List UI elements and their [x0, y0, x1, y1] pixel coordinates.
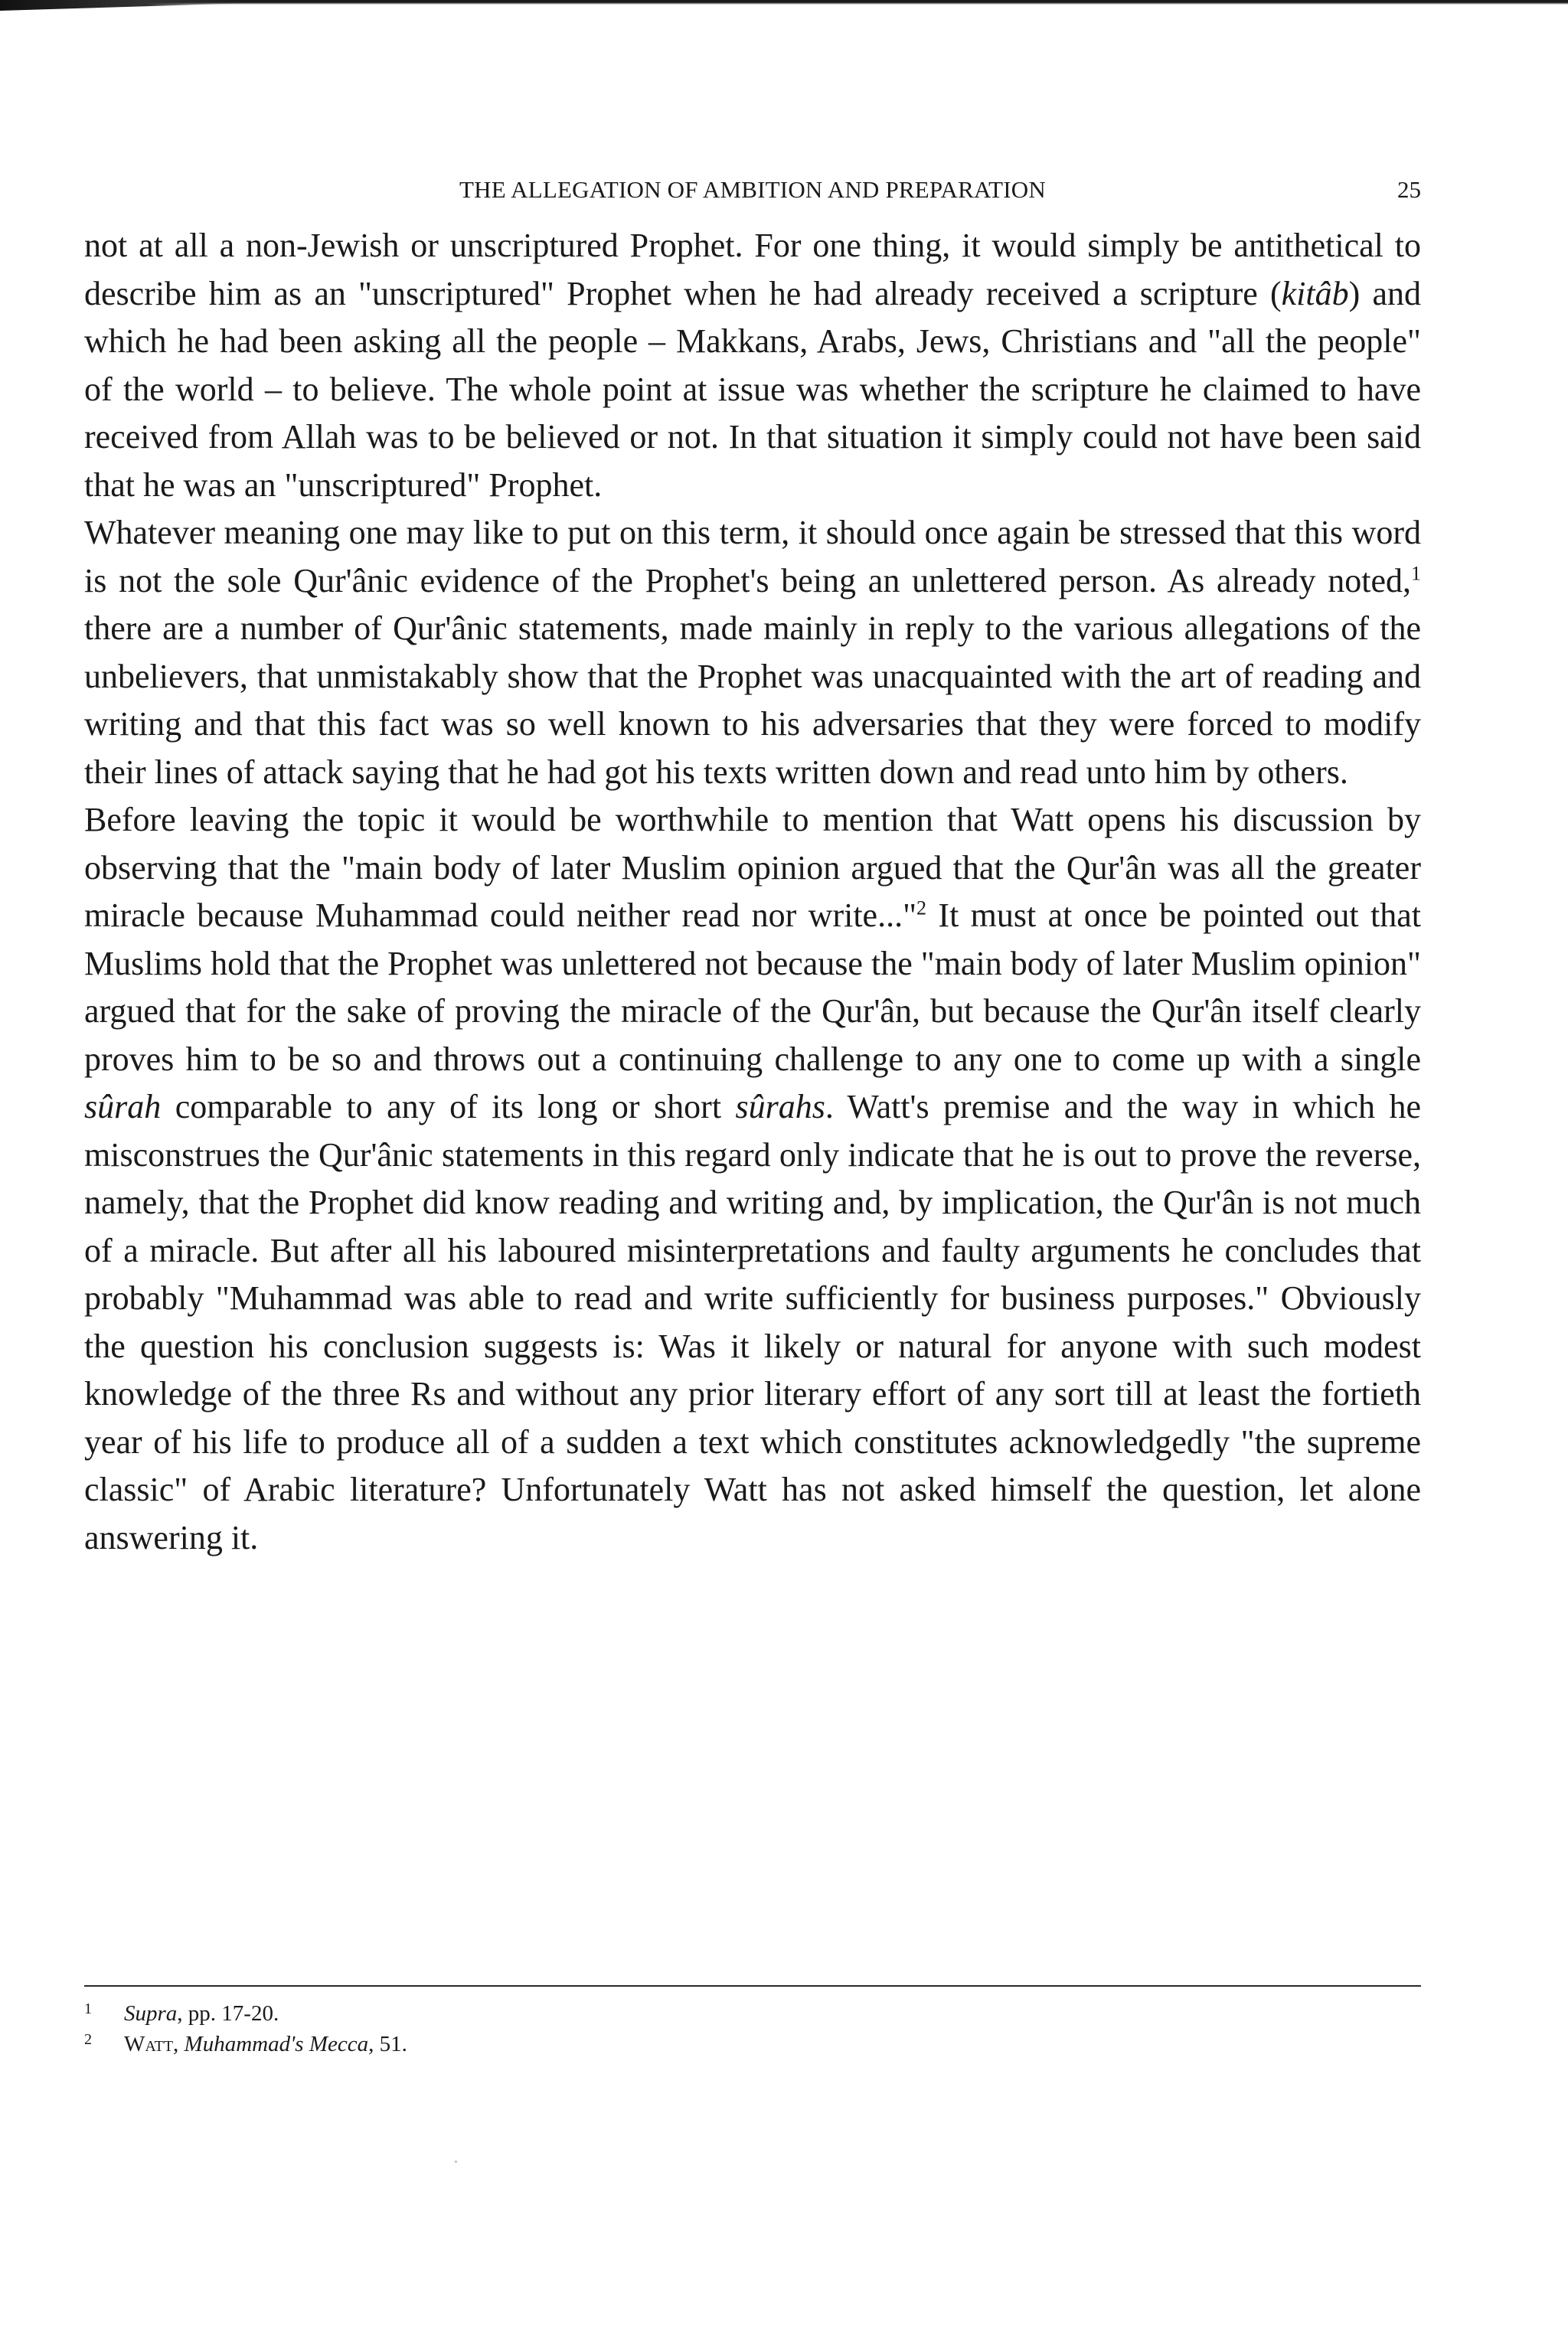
paragraph-2-text-a: Whatever meaning one may like to put on this term, it should once again be stressed that this word is not the sole Qur'ânic evidence of the Prophet's being an unlettered person. As already noted, — [84, 514, 1421, 599]
term-kitab: kitâb — [1281, 274, 1349, 312]
body-text — [84, 222, 1421, 1562]
footnote-1-rest: , pp. 17-20. — [177, 2001, 279, 2026]
top-edge-scan-shadow — [0, 0, 245, 11]
running-header-title: THE ALLEGATION OF AMBITION AND PREPARATION — [459, 176, 1046, 203]
footnote-ref-1: 1 — [1411, 561, 1421, 584]
footnote-number: 1 — [84, 2000, 92, 2017]
scan-speck — [455, 2160, 457, 2163]
footnote-2-author: Watt — [124, 2032, 174, 2056]
page-number: 25 — [1397, 176, 1421, 203]
footnote-divider — [84, 1985, 1421, 1987]
paragraph-2 — [84, 509, 1421, 796]
footnotes — [84, 1998, 1421, 2059]
footnote-1 — [84, 1998, 1421, 2029]
paragraph-3-text-b: It must at once be pointed out that Muslims hold that the Prophet was unlettered not because the "main body of later Muslim opinion" argued that for the sake of proving the miracle of the Qur'ân, but because the Qur'ân itself clearly proves him to be so and throws out a continuing challenge to any one to come up with a single — [84, 897, 1421, 1078]
footnote-2-italic: Muhammad's Mecca — [184, 2032, 369, 2056]
paragraph-1 — [84, 222, 1421, 509]
footnote-2 — [84, 2029, 1421, 2059]
footnote-ref-2: 2 — [916, 897, 927, 919]
term-surahs: sûrahs — [735, 1088, 825, 1125]
paragraph-3-text-a: Before leaving the topic it would be worthwhile to mention that Watt opens his discussion by observing that the "main body of later Muslim opinion argued that the Qur'ân was all the greater miracle because Muhammad could neither read nor write..." — [84, 801, 1421, 934]
paragraph-3-text-c: comparable to any of its long or short — [161, 1088, 736, 1125]
paragraph-3 — [84, 796, 1421, 1562]
term-surah: sûrah — [84, 1088, 162, 1125]
paragraph-1-text-b: ) and which he had been asking all the people – Makkans, Arabs, Jews, Christians and "all the people" of the world – to believe. The whole point at issue was whether the scripture he claimed to have received from Allah was to be believed or not. In that situation it simply could not have been said that he was an "unscriptured" Prophet. — [84, 274, 1421, 504]
footnote-2-rest: , 51. — [368, 2032, 407, 2056]
footnote-1-italic: Supra — [124, 2001, 178, 2026]
footnote-2-sep: , — [173, 2032, 185, 2056]
paragraph-1-text-a: not at all a non-Jewish or unscriptured Prophet. For one thing, it would simply be antithetical to describe him as an "unscriptured" Prophet when he had already received a scripture ( — [84, 227, 1421, 312]
paragraph-3-text-d: . Watt's premise and the way in which he misconstrues the Qur'ânic statements in this regard only indicate that he is out to prove the reverse, namely, that the Prophet did know reading and writing and, by implication, the Qur'ân is not much of a miracle. But after all his laboured misinterpretations and faulty arguments he concludes that probably "Muhammad was able to read and write sufficiently for business purposes." Obviously the question his conclusion suggests is: Was it likely or natural for anyone with such modest knowledge of the three Rs and without any prior literary effort of any sort till at least the fortieth year of his life to produce all of a sudden a text which constitutes acknowledgedly "the supreme classic" of Arabic literature? Unfortunately Watt has not asked himself the question, let alone answering it. — [84, 1088, 1421, 1556]
paragraph-2-text-b: there are a number of Qur'ânic statements, made mainly in reply to the various allegations of the unbelievers, that unmistakably show that the Prophet was unacquainted with the art of reading and writing and that this fact was so well known to his adversaries that they were forced to modify their lines of attack saying that he had got his texts written down and read unto him by others. — [84, 609, 1421, 791]
footnote-number: 2 — [84, 2031, 92, 2048]
running-header — [84, 170, 1421, 208]
